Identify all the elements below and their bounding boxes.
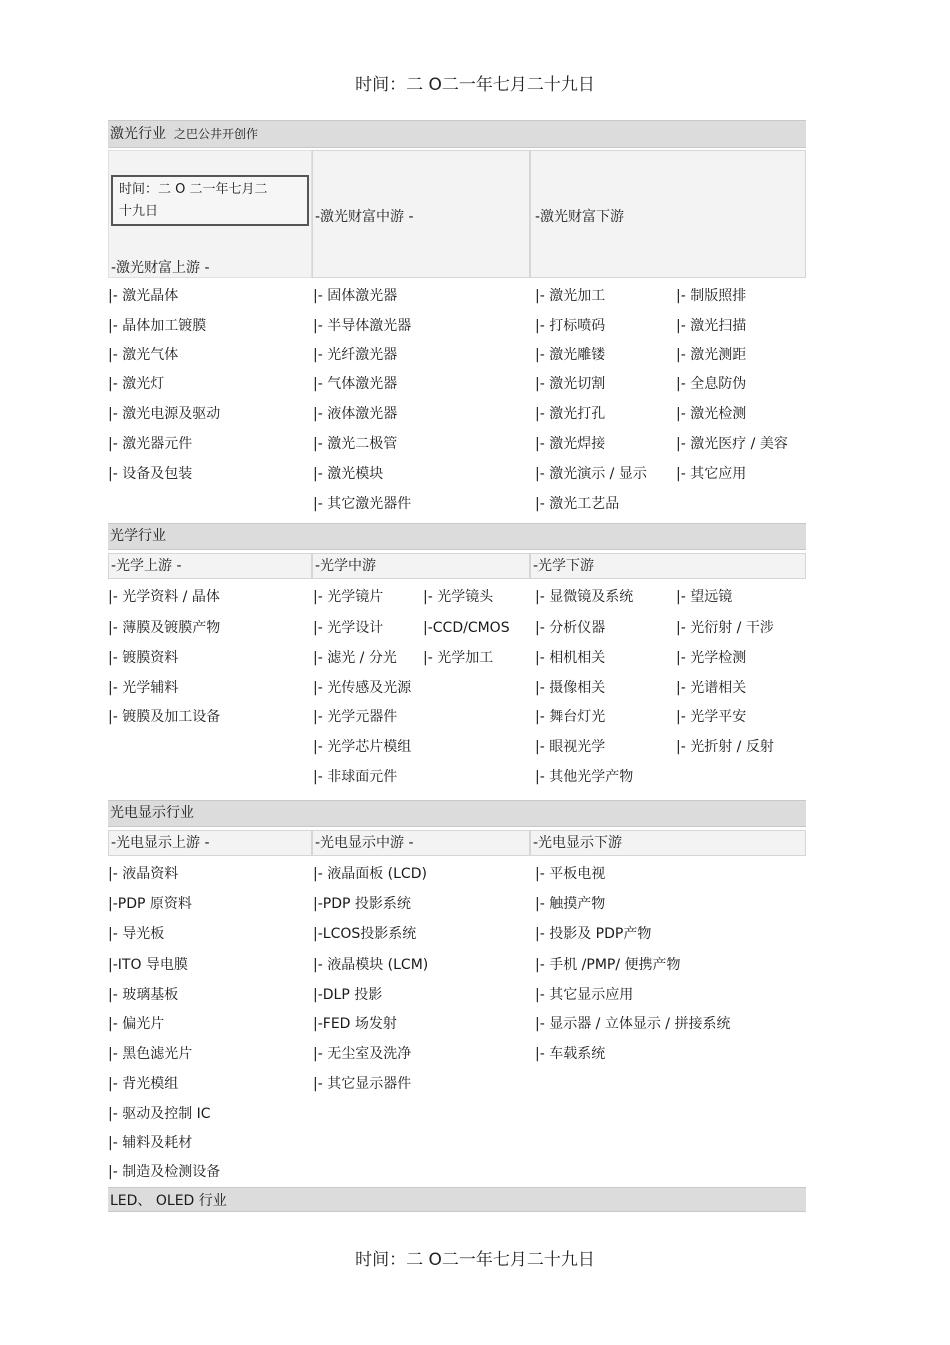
list-item: |- 晶体加工镀膜 [108, 318, 207, 334]
list-item: |- 光学检测 [676, 650, 747, 666]
laser-mid-header: -激光财富中游 - [315, 209, 414, 225]
list-item: |- 激光扫描 [676, 318, 747, 334]
list-item: |- 光学设计 [313, 620, 384, 636]
list-item: |- 气体激光器 [313, 376, 398, 392]
list-item: |- 薄膜及镀膜产物 [108, 620, 221, 636]
list-item: |- 激光模块 [313, 466, 384, 482]
list-item: |- 舞台灯光 [535, 709, 606, 725]
list-item: |- 光纤激光器 [313, 347, 398, 363]
list-item: |- 光学平安 [676, 709, 747, 725]
list-item: |- 液晶面板 (LCD) [313, 866, 427, 882]
optics-up-header: -光学上游 - [108, 553, 312, 579]
list-item: |- 液晶资料 [108, 866, 179, 882]
optics-column-header-row [108, 553, 806, 579]
laser-down-header-cell [530, 150, 806, 278]
list-item: |- 激光打孔 [535, 406, 606, 422]
list-item: |- 激光电源及驱动 [108, 406, 221, 422]
list-item: |- 分析仪器 [535, 620, 606, 636]
optics-mid-header: -光学中游 [312, 553, 530, 579]
list-item: |- 激光检测 [676, 406, 747, 422]
list-item: |- 光谱相关 [676, 680, 747, 696]
list-item: |- 其他光学产物 [535, 769, 634, 785]
section-subtitle: 之巴公井开创作 [174, 127, 259, 141]
list-item: |- 非球面元件 [313, 769, 398, 785]
page-header-time: 时间：二 O二一年七月二十九日 [355, 75, 595, 95]
list-item: |- 光学辅料 [108, 680, 179, 696]
list-item: |- 设备及包装 [108, 466, 193, 482]
list-item: |- 背光模组 [108, 1076, 179, 1092]
list-item: |- 激光雕镂 [535, 347, 606, 363]
list-item: |- 激光晶体 [108, 288, 179, 304]
list-item: |- 车载系统 [535, 1046, 606, 1062]
date-stamp [111, 175, 309, 226]
list-item: |- 液晶模块 (LCM) [313, 957, 429, 973]
section-title: 光学行业 [110, 528, 166, 544]
list-item: |- 激光灯 [108, 376, 165, 392]
list-item: |- 眼视光学 [535, 739, 606, 755]
list-item: |- 触摸产物 [535, 896, 606, 912]
list-item: |- 激光二极管 [313, 436, 398, 452]
list-item: |- 固体激光器 [313, 288, 398, 304]
list-item: |- 激光气体 [108, 347, 179, 363]
list-item: |- 望远镜 [676, 589, 733, 605]
list-item: |- 偏光片 [108, 1016, 165, 1032]
list-item: |- 打标喷码 [535, 318, 606, 334]
page-footer-time: 时间：二 O二一年七月二十九日 [355, 1250, 595, 1270]
list-item: |- 镀膜资料 [108, 650, 179, 666]
list-item: |- 相机相关 [535, 650, 606, 666]
list-item: |- 全息防伪 [676, 376, 747, 392]
list-item: |- 无尘室及洗净 [313, 1046, 412, 1062]
section-title: LED、 OLED 行业 [110, 1193, 227, 1209]
list-item: |- 激光焊接 [535, 436, 606, 452]
display-mid-header: -光电显示中游 - [312, 830, 530, 856]
section-title: 光电显示行业 [110, 805, 194, 821]
list-item: |- 显微镜及系统 [535, 589, 634, 605]
list-item: |- 其它显示器件 [313, 1076, 412, 1092]
list-item: |- 导光板 [108, 926, 165, 942]
optics-down-header: -光学下游 [530, 553, 806, 579]
laser-up-header: -激光财富上游 - [111, 260, 210, 276]
section-optics-header [108, 523, 806, 550]
list-item: |- 显示器 / 立体显示 / 拼接系统 [535, 1016, 731, 1032]
list-item: |- 激光医疗 / 美容 [676, 436, 788, 452]
list-item: |- 光学镜头 [423, 589, 494, 605]
list-item: |- 光学元器件 [313, 709, 398, 725]
list-item: |- 激光工艺品 [535, 496, 620, 512]
list-item: |- 激光测距 [676, 347, 747, 363]
list-item: |- 光学资料 / 晶体 [108, 589, 220, 605]
list-item: |- 镀膜及加工设备 [108, 709, 221, 725]
list-item: |- 辅料及耗材 [108, 1135, 193, 1151]
stamp-line-1: 时间：二 O 二一年七月二 [119, 182, 268, 197]
list-item: |- 滤光 / 分光 [313, 650, 397, 666]
display-down-header: -光电显示下游 [530, 830, 806, 856]
list-item: |- 制造及检测设备 [108, 1164, 221, 1180]
list-item: |-DLP 投影 [313, 987, 383, 1003]
list-item: |-PDP 投影系统 [313, 896, 411, 912]
list-item: |- 驱动及控制 IC [108, 1106, 211, 1122]
list-item: |- 黑色滤光片 [108, 1046, 193, 1062]
list-item: |- 激光器元件 [108, 436, 193, 452]
list-item: |-FED 场发射 [313, 1016, 397, 1032]
list-item: |- 其它激光器件 [313, 496, 412, 512]
laser-down-header: -激光财富下游 [535, 209, 625, 225]
list-item: |- 光传感及光源 [313, 680, 412, 696]
list-item: |- 手机 /PMP/ 便携产物 [535, 957, 681, 973]
laser-mid-header-cell [312, 150, 530, 278]
list-item: |-LCOS投影系统 [313, 926, 417, 942]
stamp-line-2: 十九日 [119, 204, 159, 219]
section-title: 激光行业 [110, 126, 166, 142]
list-item: |- 光学芯片模组 [313, 739, 412, 755]
list-item: |- 液体激光器 [313, 406, 398, 422]
list-item: |- 激光演示 / 显示 [535, 466, 647, 482]
list-item: |- 光折射 / 反射 [676, 739, 774, 755]
list-item: |- 其它应用 [676, 466, 747, 482]
list-item: |- 光衍射 / 干涉 [676, 620, 774, 636]
section-led-header [108, 1187, 806, 1212]
list-item: |- 激光加工 [535, 288, 606, 304]
list-item: |- 半导体激光器 [313, 318, 412, 334]
list-item: |- 平板电视 [535, 866, 606, 882]
list-item: |- 其它显示应用 [535, 987, 634, 1003]
list-item: |- 光学加工 [423, 650, 494, 666]
list-item: |-PDP 原资料 [108, 896, 192, 912]
list-item: |- 制版照排 [676, 288, 747, 304]
list-item: |- 光学镜片 [313, 589, 384, 605]
list-item: |-ITO 导电膜 [108, 957, 188, 973]
list-item: |- 摄像相关 [535, 680, 606, 696]
list-item: |- 激光切割 [535, 376, 606, 392]
section-display-header [108, 800, 806, 827]
display-column-header-row [108, 830, 806, 856]
list-item: |-CCD/CMOS [423, 620, 510, 636]
list-item: |- 玻璃基板 [108, 987, 179, 1003]
list-item: |- 投影及 PDP产物 [535, 926, 652, 942]
section-laser-header [108, 120, 806, 148]
display-up-header: -光电显示上游 - [108, 830, 312, 856]
